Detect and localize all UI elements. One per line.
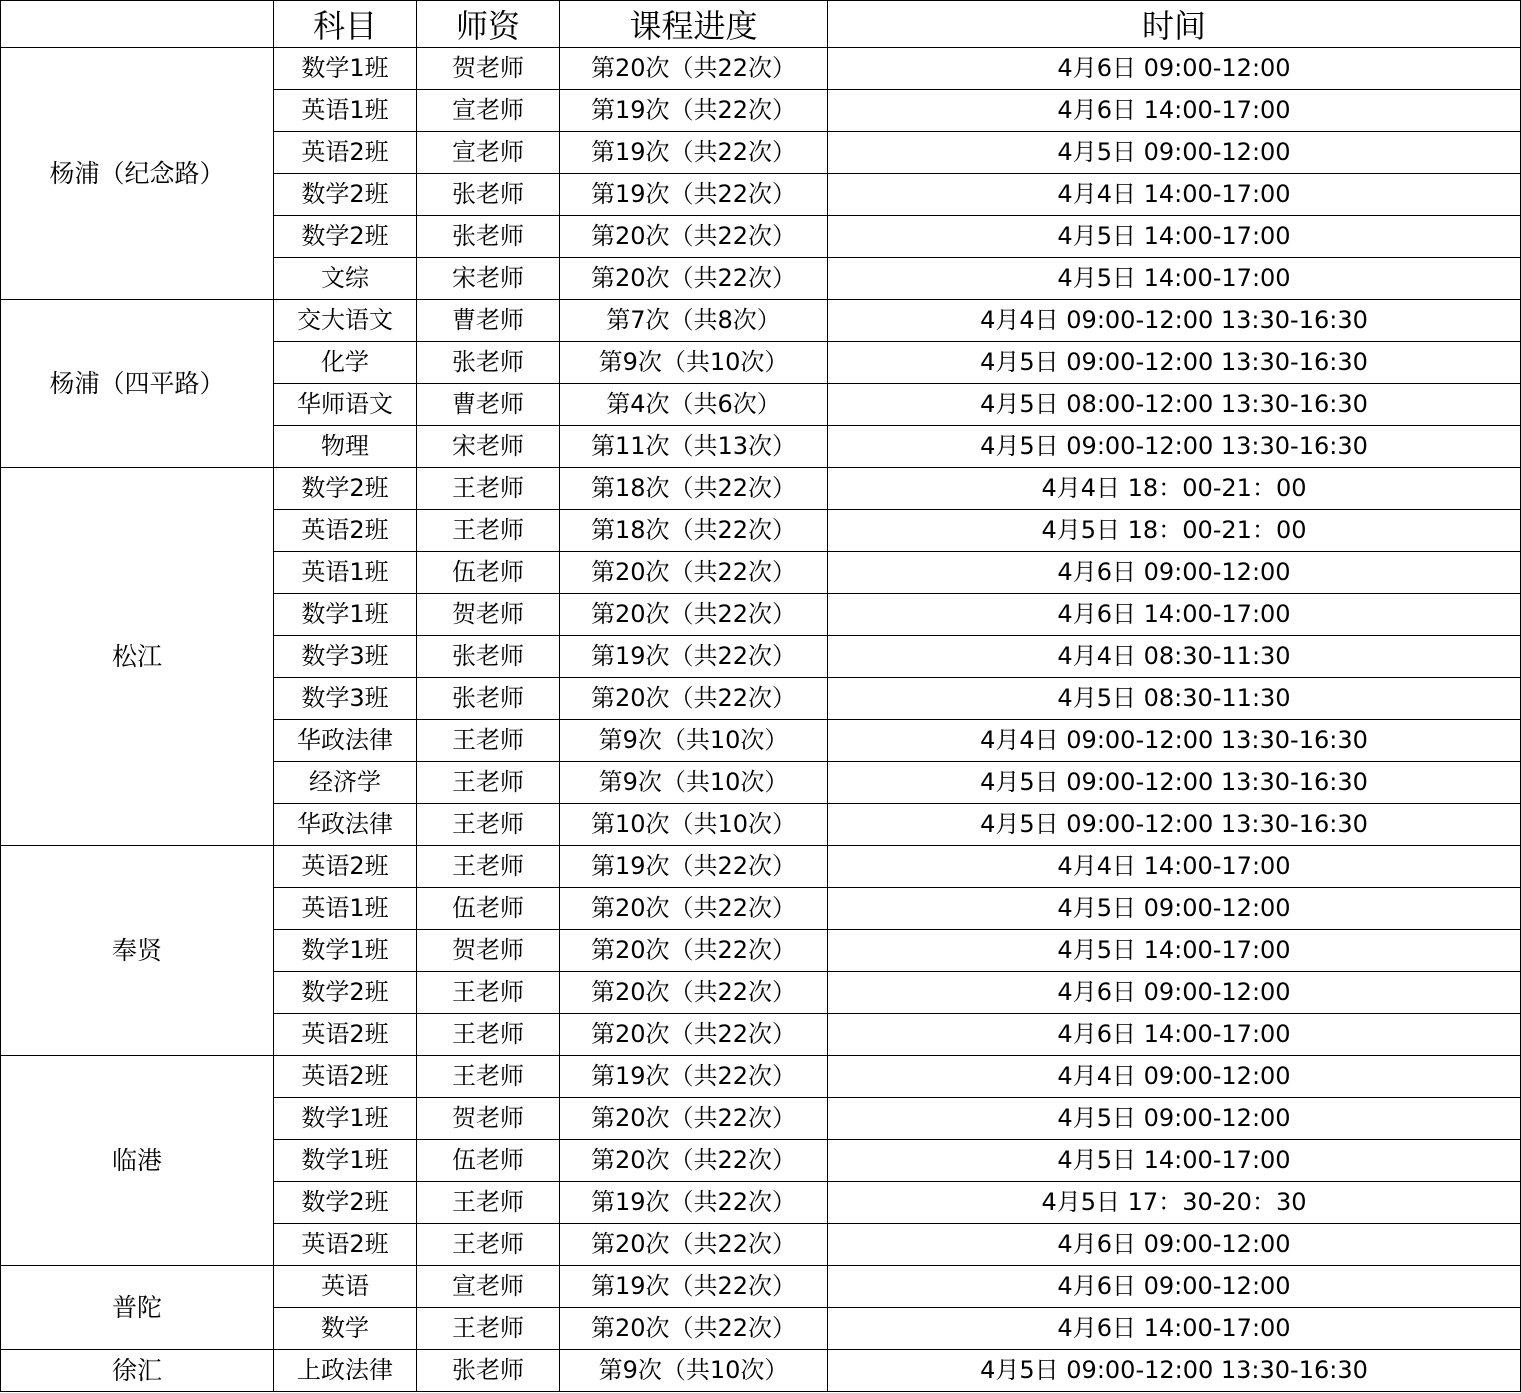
teacher-cell: 宣老师 [417,90,560,132]
campus-cell: 松江 [1,468,274,846]
teacher-cell: 伍老师 [417,1140,560,1182]
header-teacher: 师资 [417,1,560,48]
progress-cell: 第20次（共22次） [560,594,828,636]
table-row [1,1266,1521,1308]
time-cell: 4月6日 09:00-12:00 [828,552,1521,594]
time-cell: 4月6日 09:00-12:00 [828,972,1521,1014]
subject-cell: 数学1班 [274,594,417,636]
teacher-cell: 贺老师 [417,594,560,636]
progress-cell: 第20次（共22次） [560,258,828,300]
progress-cell: 第11次（共13次） [560,426,828,468]
progress-cell: 第20次（共22次） [560,216,828,258]
subject-cell: 数学2班 [274,216,417,258]
progress-cell: 第20次（共22次） [560,1098,828,1140]
time-cell: 4月5日 09:00-12:00 13:30-16:30 [828,426,1521,468]
subject-cell: 数学2班 [274,174,417,216]
header-row [1,1,1521,48]
teacher-cell: 王老师 [417,1224,560,1266]
subject-cell: 英语2班 [274,1056,417,1098]
teacher-cell: 宣老师 [417,132,560,174]
time-cell: 4月6日 09:00-12:00 [828,48,1521,90]
teacher-cell: 王老师 [417,1014,560,1056]
subject-cell: 数学1班 [274,1140,417,1182]
campus-cell: 杨浦（纪念路） [1,48,274,300]
time-cell: 4月5日 08:00-12:00 13:30-16:30 [828,384,1521,426]
progress-cell: 第4次（共6次） [560,384,828,426]
table-row [1,48,1521,90]
time-cell: 4月5日 14:00-17:00 [828,216,1521,258]
subject-cell: 英语2班 [274,510,417,552]
time-cell: 4月6日 14:00-17:00 [828,90,1521,132]
subject-cell: 数学2班 [274,1182,417,1224]
subject-cell: 交大语文 [274,300,417,342]
teacher-cell: 张老师 [417,174,560,216]
subject-cell: 数学2班 [274,468,417,510]
progress-cell: 第20次（共22次） [560,888,828,930]
time-cell: 4月5日 14:00-17:00 [828,1140,1521,1182]
teacher-cell: 张老师 [417,342,560,384]
teacher-cell: 贺老师 [417,1098,560,1140]
subject-cell: 英语2班 [274,1224,417,1266]
teacher-cell: 王老师 [417,1056,560,1098]
table-row [1,468,1521,510]
time-cell: 4月4日 14:00-17:00 [828,846,1521,888]
time-cell: 4月4日 14:00-17:00 [828,174,1521,216]
time-cell: 4月5日 09:00-12:00 13:30-16:30 [828,804,1521,846]
table-row [1,300,1521,342]
time-cell: 4月5日 09:00-12:00 [828,132,1521,174]
progress-cell: 第20次（共22次） [560,1014,828,1056]
time-cell: 4月5日 14:00-17:00 [828,930,1521,972]
subject-cell: 数学3班 [274,678,417,720]
teacher-cell: 王老师 [417,1308,560,1350]
progress-cell: 第9次（共10次） [560,720,828,762]
teacher-cell: 王老师 [417,1182,560,1224]
subject-cell: 数学2班 [274,972,417,1014]
time-cell: 4月5日 17：30-20：30 [828,1182,1521,1224]
teacher-cell: 王老师 [417,720,560,762]
header-subject: 科目 [274,1,417,48]
progress-cell: 第19次（共22次） [560,174,828,216]
teacher-cell: 曹老师 [417,384,560,426]
campus-cell: 普陀 [1,1266,274,1350]
subject-cell: 文综 [274,258,417,300]
time-cell: 4月5日 14:00-17:00 [828,258,1521,300]
progress-cell: 第19次（共22次） [560,636,828,678]
table-row [1,1350,1521,1392]
progress-cell: 第20次（共22次） [560,678,828,720]
time-cell: 4月5日 18：00-21：00 [828,510,1521,552]
teacher-cell: 王老师 [417,846,560,888]
subject-cell: 英语2班 [274,1014,417,1056]
teacher-cell: 张老师 [417,216,560,258]
time-cell: 4月4日 18：00-21：00 [828,468,1521,510]
time-cell: 4月5日 09:00-12:00 [828,888,1521,930]
progress-cell: 第19次（共22次） [560,132,828,174]
subject-cell: 数学1班 [274,1098,417,1140]
campus-cell: 杨浦（四平路） [1,300,274,468]
subject-cell: 上政法律 [274,1350,417,1392]
teacher-cell: 宋老师 [417,258,560,300]
progress-cell: 第7次（共8次） [560,300,828,342]
progress-cell: 第19次（共22次） [560,1182,828,1224]
time-cell: 4月6日 09:00-12:00 [828,1266,1521,1308]
teacher-cell: 贺老师 [417,930,560,972]
time-cell: 4月4日 09:00-12:00 13:30-16:30 [828,300,1521,342]
progress-cell: 第19次（共22次） [560,846,828,888]
time-cell: 4月5日 09:00-12:00 13:30-16:30 [828,1350,1521,1392]
time-cell: 4月5日 09:00-12:00 13:30-16:30 [828,342,1521,384]
progress-cell: 第9次（共10次） [560,762,828,804]
time-cell: 4月5日 09:00-12:00 13:30-16:30 [828,762,1521,804]
progress-cell: 第19次（共22次） [560,1266,828,1308]
progress-cell: 第19次（共22次） [560,90,828,132]
time-cell: 4月6日 14:00-17:00 [828,1308,1521,1350]
subject-cell: 英语1班 [274,90,417,132]
teacher-cell: 张老师 [417,678,560,720]
time-cell: 4月4日 09:00-12:00 [828,1056,1521,1098]
header-time: 时间 [828,1,1521,48]
subject-cell: 数学3班 [274,636,417,678]
subject-cell: 华政法律 [274,804,417,846]
subject-cell: 华政法律 [274,720,417,762]
time-cell: 4月6日 14:00-17:00 [828,1014,1521,1056]
teacher-cell: 王老师 [417,972,560,1014]
subject-cell: 英语2班 [274,846,417,888]
teacher-cell: 王老师 [417,468,560,510]
progress-cell: 第20次（共22次） [560,930,828,972]
progress-cell: 第9次（共10次） [560,342,828,384]
subject-cell: 数学1班 [274,930,417,972]
teacher-cell: 宋老师 [417,426,560,468]
subject-cell: 经济学 [274,762,417,804]
campus-cell: 奉贤 [1,846,274,1056]
teacher-cell: 张老师 [417,636,560,678]
progress-cell: 第10次（共10次） [560,804,828,846]
campus-cell: 临港 [1,1056,274,1266]
progress-cell: 第18次（共22次） [560,510,828,552]
time-cell: 4月6日 09:00-12:00 [828,1224,1521,1266]
time-cell: 4月6日 14:00-17:00 [828,594,1521,636]
teacher-cell: 曹老师 [417,300,560,342]
teacher-cell: 伍老师 [417,552,560,594]
progress-cell: 第20次（共22次） [560,1308,828,1350]
progress-cell: 第19次（共22次） [560,1056,828,1098]
teacher-cell: 贺老师 [417,48,560,90]
time-cell: 4月5日 08:30-11:30 [828,678,1521,720]
subject-cell: 物理 [274,426,417,468]
subject-cell: 英语1班 [274,888,417,930]
teacher-cell: 伍老师 [417,888,560,930]
progress-cell: 第20次（共22次） [560,48,828,90]
subject-cell: 数学1班 [274,48,417,90]
subject-cell: 化学 [274,342,417,384]
table-row [1,1056,1521,1098]
table-row [1,846,1521,888]
subject-cell: 数学 [274,1308,417,1350]
progress-cell: 第20次（共22次） [560,552,828,594]
teacher-cell: 王老师 [417,804,560,846]
subject-cell: 英语1班 [274,552,417,594]
time-cell: 4月4日 09:00-12:00 13:30-16:30 [828,720,1521,762]
progress-cell: 第20次（共22次） [560,1224,828,1266]
teacher-cell: 王老师 [417,762,560,804]
progress-cell: 第20次（共22次） [560,972,828,1014]
progress-cell: 第20次（共22次） [560,1140,828,1182]
subject-cell: 英语 [274,1266,417,1308]
progress-cell: 第9次（共10次） [560,1350,828,1392]
campus-cell: 徐汇 [1,1350,274,1392]
teacher-cell: 张老师 [417,1350,560,1392]
table-body [1,48,1521,1392]
table-header [1,1,1521,48]
time-cell: 4月5日 09:00-12:00 [828,1098,1521,1140]
header-progress: 课程进度 [560,1,828,48]
subject-cell: 华师语文 [274,384,417,426]
progress-cell: 第18次（共22次） [560,468,828,510]
subject-cell: 英语2班 [274,132,417,174]
time-cell: 4月4日 08:30-11:30 [828,636,1521,678]
header-campus [1,1,274,48]
teacher-cell: 宣老师 [417,1266,560,1308]
teacher-cell: 王老师 [417,510,560,552]
